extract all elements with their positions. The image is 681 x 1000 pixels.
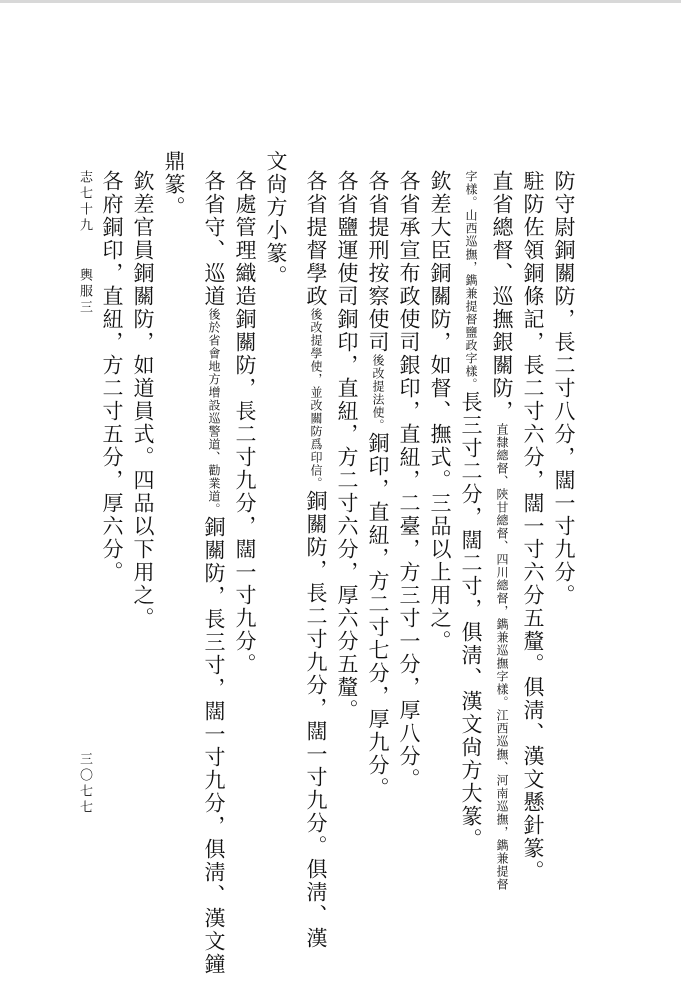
column-text: 銅關防，長二寸九分，闊一寸九分。俱淸、漢 bbox=[304, 490, 328, 950]
text-column-1 bbox=[553, 170, 574, 607]
footer-section: 輿服三 bbox=[77, 268, 92, 316]
column-text: 各省鹽運使司銅印，直紐，方二寸六分，厚六分五釐。 bbox=[335, 170, 359, 722]
text-column-7 bbox=[367, 170, 388, 800]
column-note: 字樣。山西巡撫，鐫兼提督鹽政字樣。 bbox=[464, 170, 478, 391]
text-column-2 bbox=[522, 170, 543, 883]
column-text: 防守尉銅關防，長二寸八分，闊一寸九分。 bbox=[552, 170, 576, 607]
column-text: 直省總督、巡撫銀關防， bbox=[490, 170, 514, 423]
column-text: 銅關防，長三寸，闊一寸九分，俱淸、漢文鐘 bbox=[202, 516, 226, 976]
column-text: 各省提督學政 bbox=[304, 170, 328, 308]
column-text: 鼎篆。 bbox=[162, 150, 186, 219]
column-text: 各省守、巡道 bbox=[202, 170, 226, 308]
column-note: 後改提法使。 bbox=[371, 354, 385, 432]
text-column-9 bbox=[305, 170, 326, 950]
text-column-5 bbox=[429, 170, 450, 653]
top-edge-rule bbox=[0, 0, 681, 3]
column-note: 直隸總督、陝甘總督、四川總督，鐫兼巡撫字樣。江西巡撫、河南巡撫，鐫兼提督 bbox=[495, 423, 509, 891]
column-text: 各省提刑按察使司 bbox=[366, 170, 390, 354]
text-column-10 bbox=[265, 150, 286, 288]
text-column-6 bbox=[398, 170, 419, 791]
column-text: 各處管理織造銅關防，長二寸九分，闊一寸九分。 bbox=[233, 170, 257, 676]
text-column-8 bbox=[336, 170, 357, 722]
column-text: 長三寸二分，闊二寸，俱淸、漢文尙方大篆。 bbox=[459, 391, 483, 851]
footer-chapter: 志七十九 bbox=[77, 170, 92, 234]
footer-chapter-section bbox=[78, 170, 91, 316]
text-column-4 bbox=[460, 170, 481, 851]
column-text: 欽差大臣銅關防，如督、撫式。三品以上用之。 bbox=[428, 170, 452, 653]
text-column-13 bbox=[163, 150, 184, 219]
text-column-14 bbox=[132, 170, 153, 630]
column-text: 各府銅印，直紐，方二寸五分，厚六分。 bbox=[100, 170, 124, 584]
text-column-15 bbox=[101, 170, 122, 584]
text-column-3 bbox=[491, 170, 512, 891]
column-text: 各省承宣布政使司銀印，直紐，二臺，方三寸一分，厚八分。 bbox=[397, 170, 421, 791]
text-column-11 bbox=[234, 170, 255, 676]
column-text: 欽差官員銅關防，如道員式。四品以下用之。 bbox=[131, 170, 155, 630]
column-text: 文尙方小篆。 bbox=[264, 150, 288, 288]
column-text: 銅印，直紐，方二寸七分，厚九分。 bbox=[366, 432, 390, 800]
text-column-12 bbox=[203, 170, 224, 976]
column-note: 後於省會地方增設巡警道、勸業道。 bbox=[207, 308, 221, 516]
page-number: 三〇七七 bbox=[77, 752, 92, 816]
column-note: 後改提學使，並改關防爲印信。 bbox=[309, 308, 323, 490]
column-text: 駐防佐領銅條記，長二寸六分，闊一寸六分五釐。俱淸、漢文懸針篆。 bbox=[521, 170, 545, 883]
